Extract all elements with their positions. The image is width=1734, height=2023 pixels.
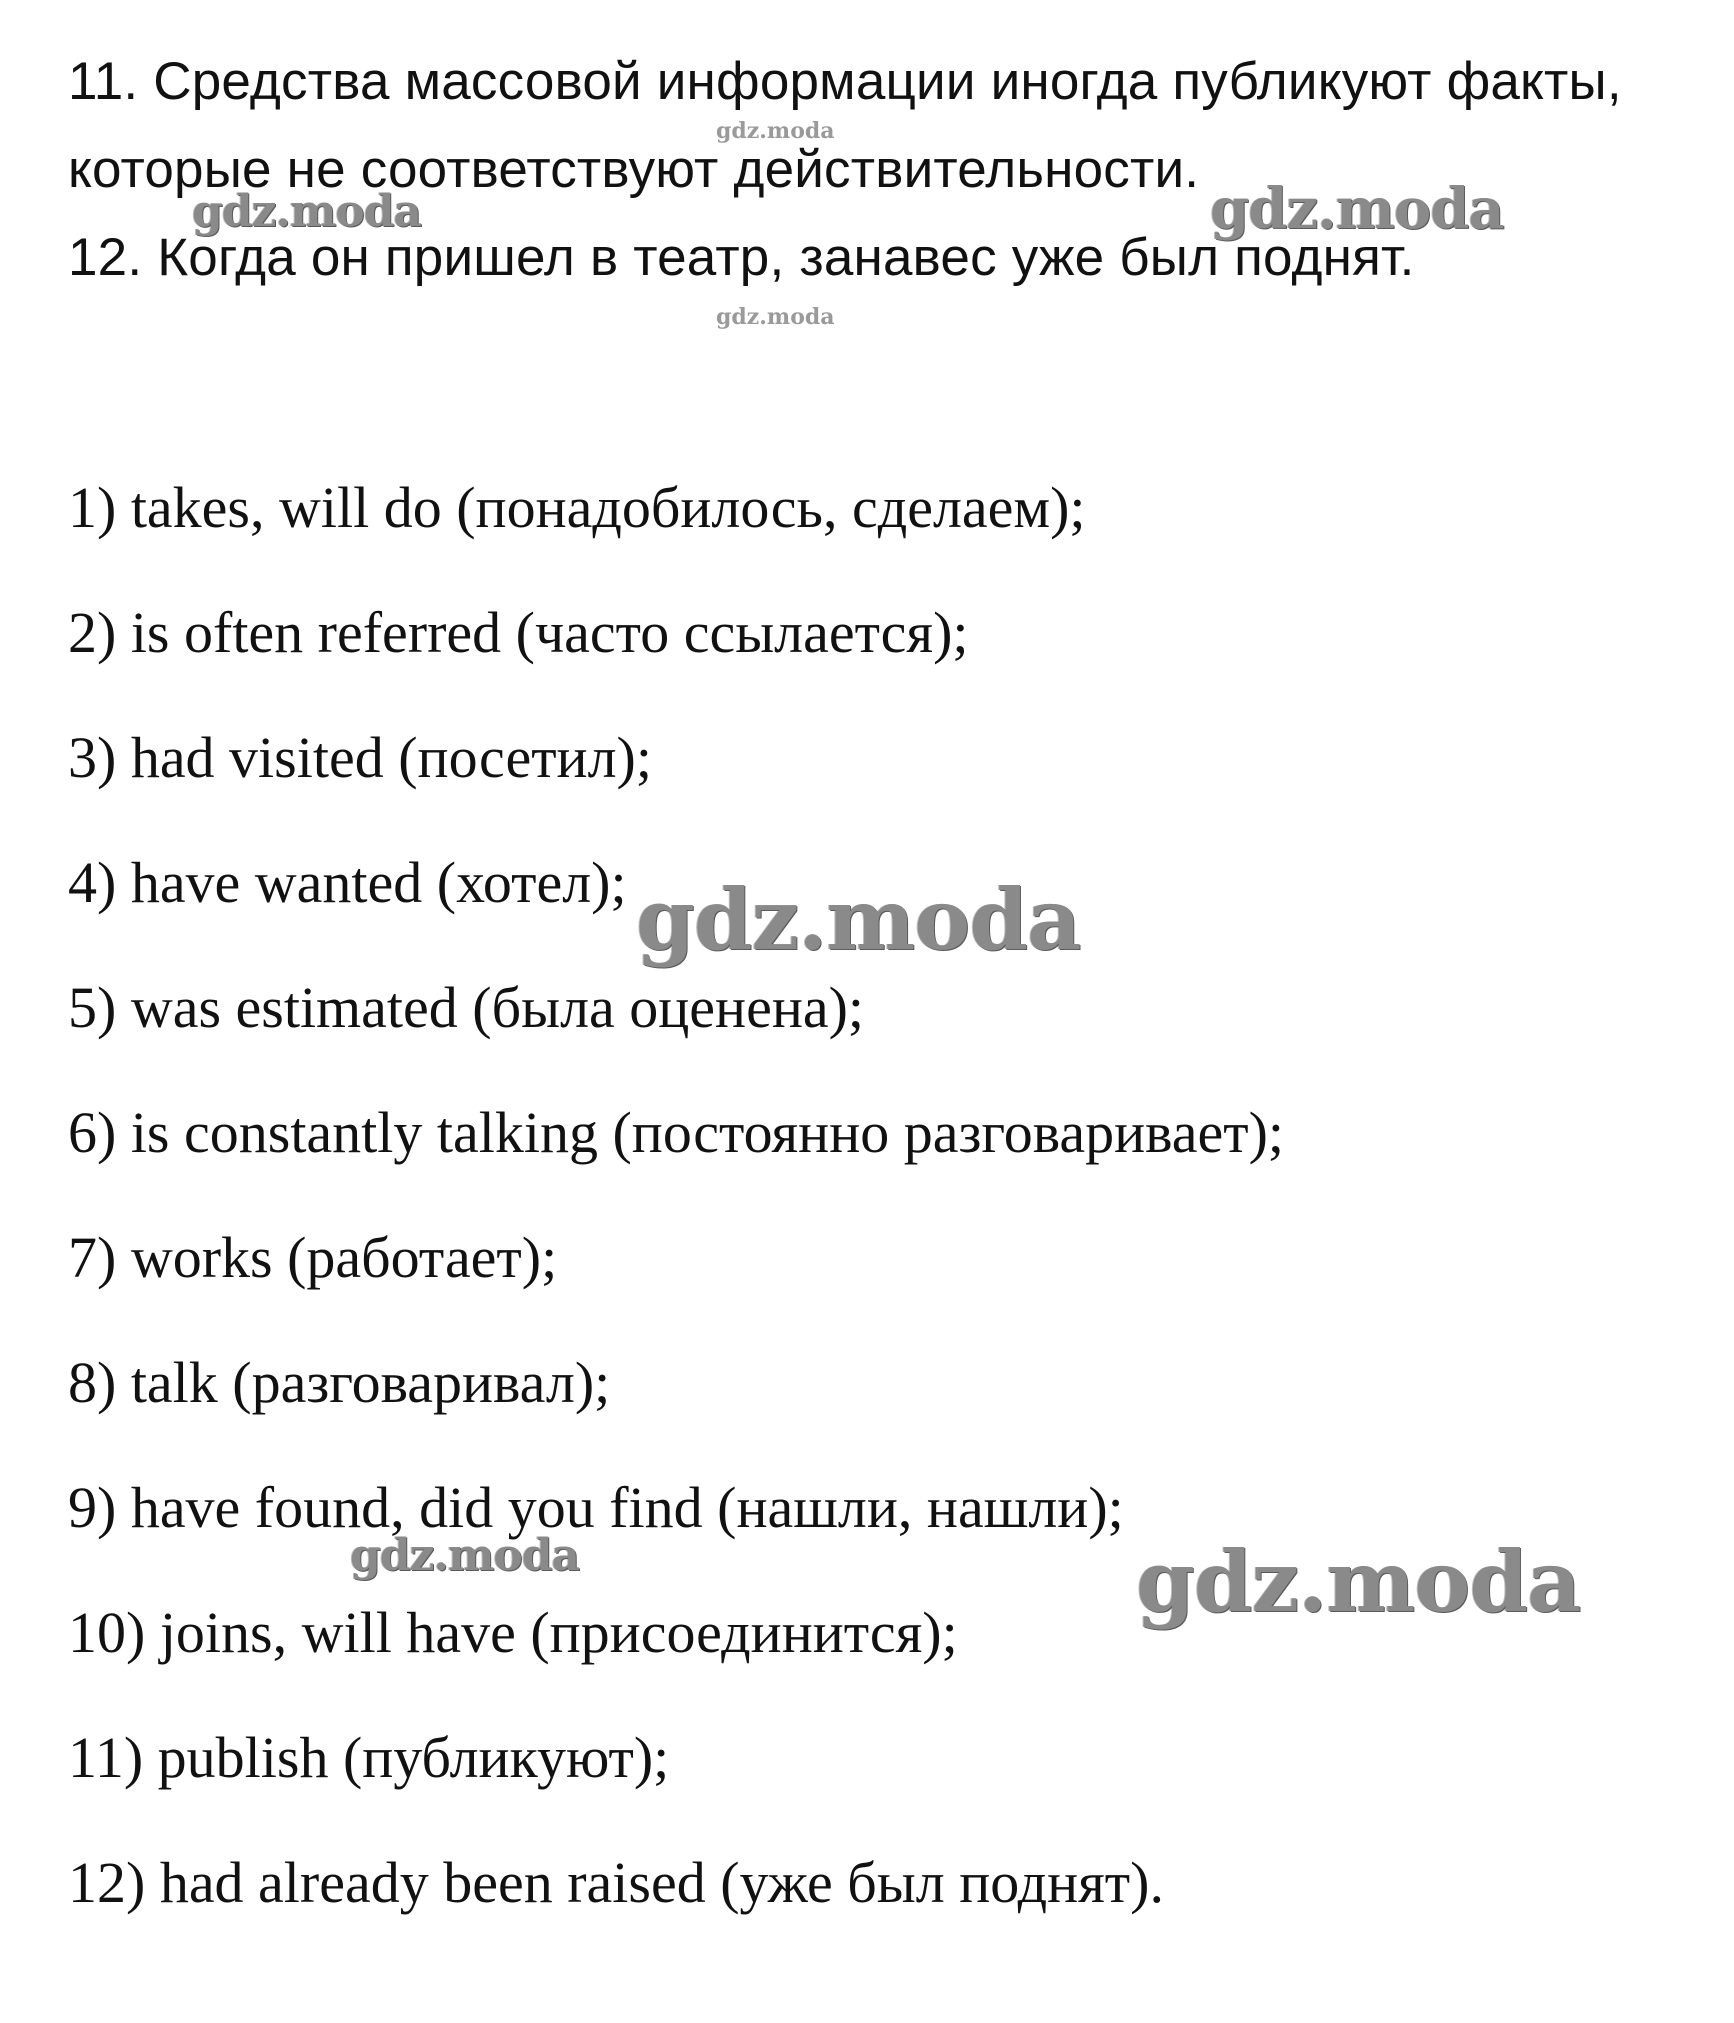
answer-item-12: 12) had already been raised (уже был поднят). <box>68 1850 1164 1915</box>
answer-item-3: 3) had visited (посетил); <box>68 725 652 790</box>
watermark: gdz.moda <box>1210 176 1504 242</box>
answer-item-1: 1) takes, will do (понадобилось, сделаем); <box>68 475 1086 540</box>
answer-item-11: 11) publish (публикуют); <box>68 1725 670 1790</box>
answer-item-6: 6) is constantly talking (постоянно разговаривает); <box>68 1100 1285 1165</box>
watermark: gdz.moda <box>716 304 835 330</box>
watermark: gdz.moda <box>636 870 1081 969</box>
answer-item-7: 7) works (работает); <box>68 1225 558 1290</box>
watermark: gdz.moda <box>192 186 422 237</box>
translation-line-2: которые не соответствуют действительности. <box>68 140 1200 199</box>
answer-item-8: 8) talk (разговаривал); <box>68 1350 611 1415</box>
answer-item-4: 4) have wanted (хотел); <box>68 850 627 915</box>
watermark: gdz.moda <box>716 118 835 144</box>
answer-item-10: 10) joins, will have (присоединится); <box>68 1600 958 1665</box>
translation-line-1: 11. Средства массовой информации иногда публикуют факты, <box>68 52 1622 111</box>
answer-item-5: 5) was estimated (была оценена); <box>68 975 865 1040</box>
translation-line-3: 12. Когда он пришел в театр, занавес уже был поднят. <box>68 228 1415 287</box>
watermark: gdz.moda <box>1136 1532 1581 1631</box>
answer-item-9: 9) have found, did you find (нашли, нашли); <box>68 1475 1124 1540</box>
answer-item-2: 2) is often referred (часто ссылается); <box>68 600 969 665</box>
watermark: gdz.moda <box>350 1530 580 1581</box>
